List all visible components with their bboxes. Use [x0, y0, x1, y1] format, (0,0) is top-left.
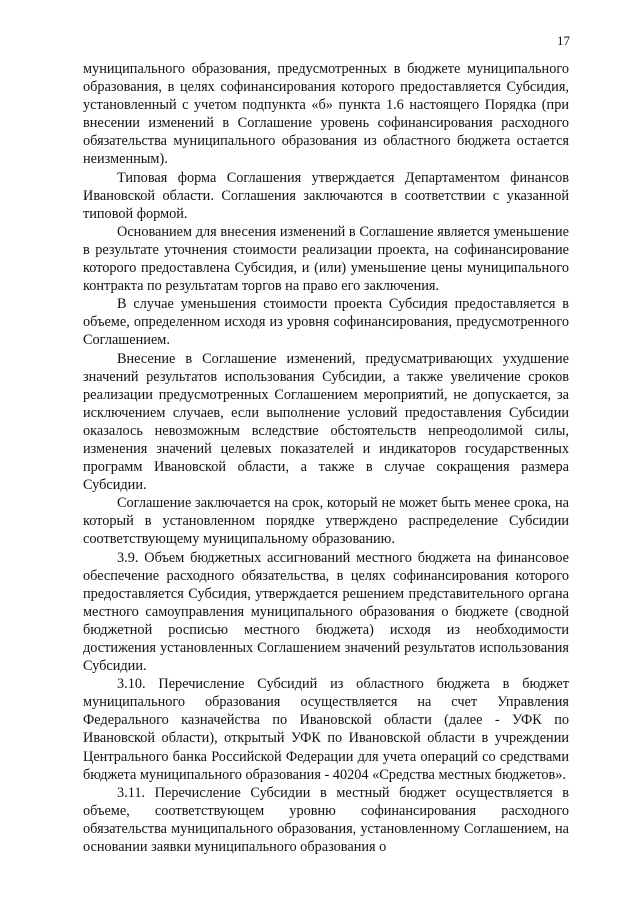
document-body: [83, 60, 569, 856]
paragraph-grounds-for-changes: Основанием для внесения изменений в Соглашение является уменьшение в результате уточнения стоимости реализации проекта, на софинансирование которого предоставлена Субсидия, и (или) уменьшение цены муниципального контракта по результатам торгов на право его заключения.: [83, 223, 569, 295]
paragraph-standard-form: Типовая форма Соглашения утверждается Департаментом финансов Ивановской области. Соглашения заключаются в соответствии с указанной типовой формой.: [83, 169, 569, 222]
paragraph-cost-reduction: В случае уменьшения стоимости проекта Субсидия предоставляется в объеме, определенном исходя из уровня софинансирования, предусмотренного Соглашением.: [83, 296, 569, 349]
page-number: 17: [557, 33, 570, 48]
paragraph-prohibited-changes: Внесение в Соглашение изменений, предусматривающих ухудшение значений результатов использования Субсидии, а также увеличение сроков реализации предусмотренных Соглашением мероприятий, не допускается, за исключением случаев, если выполнение условий предоставления Субсидии оказалось невозможным вследствие обстоятельств непреодолимой силы, изменения значений целевых показателей и индикаторов государственных программ Ивановской области, а также в случае сокращения размера Субсидии.: [83, 350, 569, 494]
paragraph-3-11: 3.11. Перечисление Субсидии в местный бюджет осуществляется в объеме, соответствующем уровню софинансирования расходного обязательства муниципального образования, установленному Соглашением, на основании заявки муниципального образования о: [83, 784, 569, 856]
paragraph-3-9: 3.9. Объем бюджетных ассигнований местного бюджета на финансовое обеспечение расходного обязательства, в целях софинансирования которого предоставляется Субсидия, утверждается решением представительного органа местного самоуправления муниципального образования о бюджете (сводной бюджетной росписью местного бюджета) исходя из необходимости достижения установленных Соглашением значений результатов использования Субсидии.: [83, 549, 569, 675]
paragraph-agreement-term: Соглашение заключается на срок, который не может быть менее срока, на который в установленном порядке утверждено распределение Субсидии соответствующему муниципальному образованию.: [83, 495, 569, 548]
paragraph-3-10: 3.10. Перечисление Субсидий из областного бюджета в бюджет муниципального образования осуществляется на счет Управления Федерального казначейства по Ивановской области (далее - УФК по Ивановской области), открытый УФК по Ивановской области в учреждении Центрального банка Российской Федерации для учета операций со средствами бюджета муниципального образования - 40204 «Средства местных бюджетов».: [83, 676, 569, 783]
paragraph-continuation: муниципального образования, предусмотренных в бюджете муниципального образования, в целях софинансирования которого предоставляется Субсидия, установленный с учетом подпункта «б» пункта 1.6 настоящего Порядка (при внесении изменений в Соглашение уровень софинансирования расходного обязательства муниципального образования из областного бюджета остается неизменным).: [83, 61, 569, 168]
